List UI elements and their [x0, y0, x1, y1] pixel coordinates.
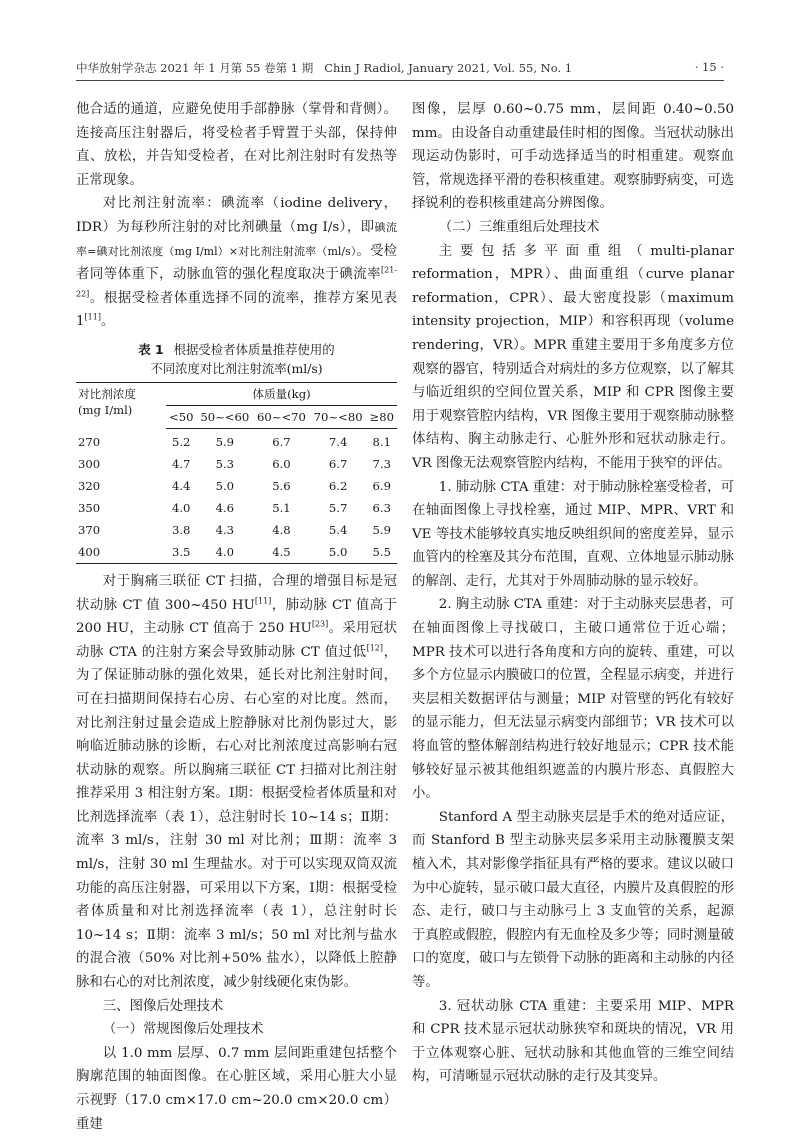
- paragraph: 他合适的通道，应避免使用手部静脉（掌骨和背侧）。连接高压注射器后，将受检者手臂置于头部，保持伸直、放松，并告知受检者，在对比剂注射时有发热等正常现象。: [76, 102, 397, 188]
- citation: [23]: [311, 619, 329, 629]
- table-title-line1: 根据受检者体质量推荐使用的: [173, 341, 335, 357]
- table-caption: [76, 340, 397, 378]
- column-header: 50~<60: [196, 405, 253, 428]
- paragraph: 主要包括多平面重组（multi-planar reformation，MPR）、曲面重组（curve planar reformation，CPR）、最大密度投影（maximum intensity projection，MIP）和容积再现（volume rendering，VR）。MPR 重建主要用于多角度多方位观察的器官，特别适合对病灶的多方位观察，以了解其与临近组织的空间位置关系，MIP 和 CPR 图像主要用于观察管腔内结构，VR 图像主要用于观察肺动脉整体结构、胸主动脉走行、心脏外形和冠状动脉走行。VR 图像无法观察管腔内结构，不能用于狭窄的评估。: [412, 243, 734, 471]
- table-row: 320 4.4 5.0 5.6 6.2 6.9: [78, 478, 391, 493]
- table-row: 350 4.0 4.6 5.1 5.7 6.3: [78, 500, 391, 515]
- paragraph-triple-rule-out: 对于胸痛三联征 CT 扫描，合理的增强目标是冠状动脉 CT 值 300~450 HU[11]，肺动脉 CT 值高于 200 HU，主动脉 CT 值高于 250 HU[23]。采用冠状动脉 CTA 的注射方案会导致肺动脉 CT 值过低[12]，为了保证肺动脉的强化效果，延长对比剂注射时间，可在扫描期间保持右心房、右心室的对比度。然而，对比剂注射过量会造成上腔静脉对比剂伪影过大，影响临近肺动脉的诊断，右心对比剂浓度过高影响右冠状动脉的观察。所以胸痛三联征 CT 扫描对比剂注射推荐采用 3 相注射方案。Ⅰ期：根据受检者体质量和对比剂选择流率（表 1），总注射时长 10~14 s；Ⅱ期：流率 3 ml/s，注射 30 ml 对比剂；Ⅲ期：流率 3 ml/s，注射 30 ml 生理盐水。对于可以实现双筒双流功能的高压注射器，可采用以下方案，Ⅰ期：根据受检者体质量和对比剂选择流率（表 1），总注射时长 10~14 s；Ⅱ期：流率 3 ml/s；50 ml 对比剂与盐水的混合液（50% 对比剂+50% 盐水），以降低上腔静脉和右心的对比剂浓度，减少射线硬化束伪影。: [76, 573, 397, 991]
- subsection-heading: （一）常规图像后处理技术: [102, 1022, 264, 1038]
- paragraph-injection-rate: 对比剂注射流率：碘流率（iodine delivery，IDR）为每秒所注射的对比剂碘量（mg I/s），即碘流率=碘对比剂浓度（mg I/ml）×对比剂注射流率（ml/s）。受检者同等体重下，动脉血管的强化程度取决于碘流率[21-22]。根据受检者体重选择不同的流率，推荐方案见表 1[11]。: [76, 196, 398, 330]
- paragraph: 1. 肺动脉 CTA 重建：对于肺动脉栓塞受检者，可在轴面图像上寻找栓塞，通过 MIP、MPR、VRT 和 VE 等技术能够较真实地反映组织间的密度差异，显示血管内的栓塞及其分布范围，直观、立体地显示肺动脉的解剖、走行，尤其对于外周肺动脉的显示较好。: [412, 479, 734, 589]
- paragraph: Stanford A 型主动脉夹层是手术的绝对适应证，而 Stanford B 型主动脉夹层多采用主动脉覆膜支架植入术，其对影像学指征具有严格的要求。建议以破口为中心旋转，显示破口最大直径，内膜片及真假腔的形态、走行，破口与主动脉弓上 3 支血管的关系，起源于真腔或假腔，假腔内有无血栓及多少等；同时测量破口的宽度，破口与左锁骨下动脉的距离和主动脉的内径等。: [412, 809, 734, 990]
- column-header: <50: [166, 405, 196, 428]
- running-header: [76, 58, 724, 81]
- citation: [11]: [84, 312, 101, 322]
- table-row: 270 5.2 5.9 6.7 7.4 8.1: [78, 434, 391, 449]
- column-header: 70~<80: [310, 405, 367, 428]
- section-heading: 三、图像后处理技术: [102, 998, 224, 1014]
- table-row: 300 4.7 5.3 6.0 6.7 7.3: [78, 456, 391, 471]
- group-header: 体质量(kg): [166, 382, 397, 405]
- citation: [12]: [366, 643, 383, 653]
- left-column: [76, 98, 397, 1136]
- table-row: 370 3.8 4.3 4.8 5.4 5.9: [78, 522, 391, 537]
- column-header: ≥80: [366, 405, 397, 428]
- citation: [11]: [254, 596, 272, 606]
- table-row: 400 3.5 4.0 4.5 5.0 5.5: [78, 544, 391, 559]
- paragraph: 图像，层厚 0.60~0.75 mm，层间距 0.40~0.50 mm。由设备自动重建最佳时相的图像。当冠状动脉出现运动伪影时，可手动选择适当的时相重建。观察血管，常规选择平滑的卷积核重建。观察肺野病变，可选择锐利的卷积核重建高分辨图像。: [412, 102, 734, 212]
- paragraph: 3. 冠状动脉 CTA 重建：主要采用 MIP、MPR 和 CPR 技术显示冠状动脉狭窄和斑块的情况，VR 用于立体观察心脏、冠状动脉和其他血管的三维空间结构，可清晰显示冠状动脉的走行及其变异。: [412, 998, 734, 1085]
- citation: [21-22]: [76, 265, 397, 299]
- page-number: · 15 ·: [694, 60, 724, 74]
- journal-title-cn: 中华放射学杂志 2021 年 1 月第 55 卷第 1 期: [76, 61, 314, 75]
- right-column: [412, 98, 734, 1089]
- flow-rate-table: [76, 382, 397, 564]
- row-header: 对比剂浓度 (mg I/ml): [78, 386, 136, 417]
- formula-text: 碘流率=碘对比剂浓度（mg I/ml）×对比剂注射流率（ml/s）: [76, 220, 398, 258]
- table-title-line2: 不同浓度对比剂注射流率(ml/s): [150, 360, 323, 376]
- column-header: 60~<70: [253, 405, 310, 428]
- table-label: 表 1: [138, 341, 164, 357]
- subsection-heading: （二）三维重组后处理技术: [438, 219, 600, 235]
- journal-citation: [76, 60, 572, 76]
- paragraph: 以 1.0 mm 层厚、0.7 mm 层间距重建包括整个胸廓范围的轴面图像。在心脏区域，采用心脏大小显示视野（17.0 cm×17.0 cm~20.0 cm×20.0 cm）重建: [76, 1045, 397, 1132]
- journal-title-en: Chin J Radiol, January 2021, Vol. 55, No. 1: [324, 61, 573, 75]
- paragraph: 2. 胸主动脉 CTA 重建：对于主动脉夹层患者，可在轴面图像上寻找破口，主破口通常位于近心端；MPR 技术可以进行各角度和方向的旋转、重建，可以多个方位显示内膜破口的位置，全程显示病变，并进行夹层相关数据评估与测量；MIP 对管壁的钙化有较好的显示能力，但无法显示病变内部细节；VR 技术可以将血管的整体解剖结构进行较好地显示；CPR 技术能够较好显示被其他组织遮盖的内膜片形态、真假腔大小。: [412, 597, 734, 802]
